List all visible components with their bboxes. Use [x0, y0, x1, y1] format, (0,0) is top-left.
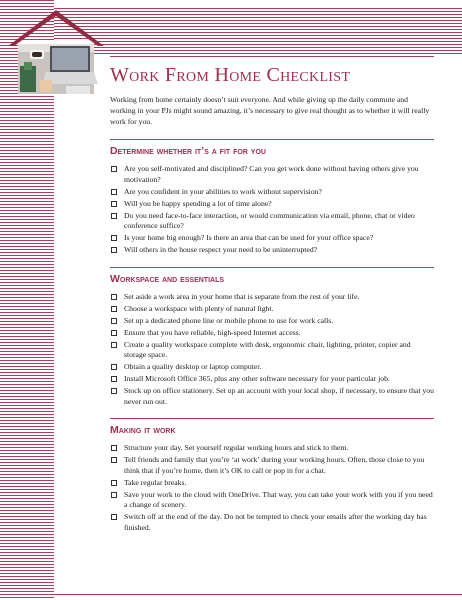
checklist-item: [110, 304, 434, 315]
section-rule: [110, 418, 434, 419]
checkbox[interactable]: [111, 445, 117, 451]
title-top-rule: [110, 56, 434, 57]
section-rule: [110, 267, 434, 268]
item-text: Obtain a quality desktop or laptop computer.: [124, 362, 262, 371]
header-stripes: [54, 8, 462, 56]
section-title: Determine whether it’s a fit for you: [110, 145, 266, 157]
checklist-item: [110, 340, 434, 361]
item-text: Stock up on office stationery. Set up an account with your local shop, if necessary, to ensure that you never run out.: [124, 386, 434, 406]
checkbox[interactable]: [111, 294, 117, 300]
checklist-item: [110, 512, 434, 533]
checklist: [110, 164, 434, 256]
section-title: Workspace and essentials: [110, 272, 225, 285]
checkbox[interactable]: [111, 213, 117, 219]
section-fit: [110, 139, 434, 256]
item-text: Structure your day. Set yourself regular working hours and stick to them.: [124, 443, 349, 452]
item-text: Will others in the house respect your need to be uninterrupted?: [124, 245, 318, 254]
checkbox[interactable]: [111, 492, 117, 498]
item-text: Are you self-motivated and disciplined? Can you get work done without having others give you motivation?: [124, 164, 419, 184]
item-text: Ensure that you have reliable, high-speed Internet access.: [124, 327, 301, 337]
intro-paragraph: Working from home certainly doesn’t suit everyone. And while giving up the daily commute and working in your PJs might sound amazing, it’s necessary to give real thought as to whether it will really work for you.: [110, 95, 430, 126]
checkbox[interactable]: [111, 457, 117, 463]
checkbox[interactable]: [111, 235, 117, 241]
section-workspace: [110, 267, 434, 408]
checkbox[interactable]: [111, 376, 117, 382]
checklist-item: [110, 490, 434, 511]
item-text: Switch off at the end of the day. Do not be tempted to check your emails after the working day has finished.: [124, 512, 427, 532]
checkbox[interactable]: [111, 364, 117, 370]
item-text: Save your work to the cloud with OneDrive. That way, you can take your work with you if you need a change of scenery.: [124, 489, 433, 509]
house-photo-icon: [4, 6, 108, 98]
checklist-item: [110, 233, 434, 244]
checklist-item: [110, 386, 434, 407]
checklist: [110, 443, 434, 533]
checklist-item: [110, 316, 434, 327]
checkbox[interactable]: [111, 342, 117, 348]
checklist: [110, 292, 434, 408]
checklist-item: [110, 211, 434, 232]
footer-rule: [54, 594, 462, 595]
checklist-item: [110, 443, 434, 454]
checklist-item: [110, 245, 434, 256]
checkbox[interactable]: [111, 514, 117, 520]
item-text: Do you need face-to-face interaction, or would communication via email, phone, chat or video conference suffice?: [124, 210, 415, 230]
checklist-item: [110, 292, 434, 303]
item-text: Are you confident in your abilities to work without supervision?: [124, 186, 322, 196]
checklist-item: [110, 362, 434, 373]
item-text: Set aside a work area in your home that is separate from the rest of your life.: [124, 291, 360, 301]
document-body: [110, 94, 434, 544]
checklist-item: [110, 199, 434, 210]
item-text: Tell friends and family that you’re ‘at work’ during your working hours. Often, those close to you think that if you’re home, then it’s OK to call or pop in for a chat.: [124, 455, 425, 475]
checkbox[interactable]: [111, 189, 117, 195]
item-text: Is your home big enough? Is there an area that can be used for your office space?: [124, 233, 374, 242]
checklist-item: [110, 455, 434, 476]
checkbox[interactable]: [111, 480, 117, 486]
checklist-item: [110, 374, 434, 385]
checklist-item: [110, 478, 434, 489]
checklist-item: [110, 328, 434, 339]
section-title: Making it work: [110, 424, 176, 436]
checklist-item: [110, 187, 434, 198]
section-making-it-work: [110, 418, 434, 533]
item-text: Will you be happy spending a lot of time alone?: [124, 198, 272, 208]
item-text: Choose a workspace with plenty of natural light.: [124, 303, 274, 313]
checkbox[interactable]: [111, 306, 117, 312]
title-area: [110, 56, 434, 95]
checkbox[interactable]: [111, 247, 117, 253]
page-title: Work From Home Checklist: [110, 64, 351, 86]
checklist-item: [110, 164, 434, 185]
checkbox[interactable]: [111, 318, 117, 324]
item-text: Take regular breaks.: [124, 477, 187, 487]
checkbox[interactable]: [111, 201, 117, 207]
section-rule: [110, 139, 434, 140]
checkbox[interactable]: [111, 388, 117, 394]
checkbox[interactable]: [111, 330, 117, 336]
checkbox[interactable]: [111, 166, 117, 172]
item-text: Install Microsoft Office 365, plus any other software necessary for your particular job.: [124, 374, 390, 383]
item-text: Set up a dedicated phone line or mobile phone to use for work calls.: [124, 315, 334, 325]
item-text: Create a quality workspace complete with desk, ergonomic chair, lighting, printer, copier and storage space.: [124, 339, 411, 359]
